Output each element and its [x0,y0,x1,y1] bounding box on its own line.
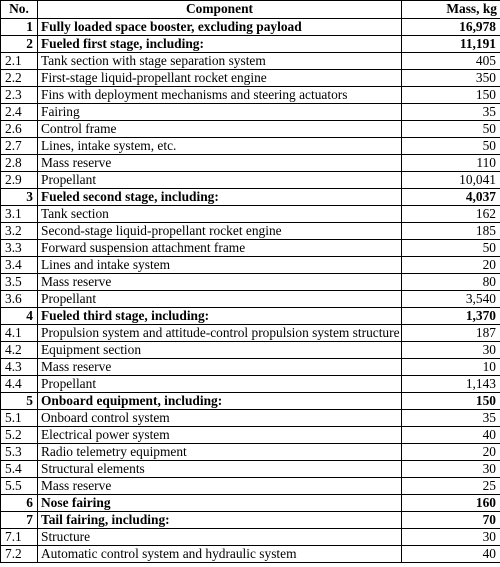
row-number: 3.5 [1,274,38,291]
table-row [1,478,500,495]
row-component: Propellant [38,291,402,308]
row-component: Mass reserve [38,155,402,172]
table-row [1,274,500,291]
row-number: 5.5 [1,478,38,495]
row-component: Fueled first stage, including: [38,36,402,53]
row-mass: 25 [402,478,500,495]
table-row [1,308,500,325]
table-row [1,461,500,478]
row-mass: 20 [402,257,500,274]
table-row [1,427,500,444]
row-component: Tail fairing, including: [38,512,402,529]
row-mass: 10,041 [402,172,500,189]
table-body [1,19,500,563]
row-component: Tank section [38,206,402,223]
row-mass: 50 [402,240,500,257]
table-row [1,359,500,376]
table-row [1,53,500,70]
row-component: Structure [38,529,402,546]
row-number: 3.3 [1,240,38,257]
table-row [1,376,500,393]
table-row [1,342,500,359]
row-component: Lines, intake system, etc. [38,138,402,155]
table-row [1,121,500,138]
row-mass: 162 [402,206,500,223]
table-row [1,495,500,512]
row-component: Radio telemetry equipment [38,444,402,461]
row-mass: 1,143 [402,376,500,393]
table-row [1,87,500,104]
row-number: 3.2 [1,223,38,240]
row-mass: 40 [402,427,500,444]
row-component: Nose fairing [38,495,402,512]
table-row [1,19,500,36]
row-component: Electrical power system [38,427,402,444]
table-row [1,546,500,563]
row-component: Onboard equipment, including: [38,393,402,410]
row-mass: 110 [402,155,500,172]
row-number: 3 [1,189,38,206]
row-component: Tank section with stage separation system [38,53,402,70]
row-number: 4.2 [1,342,38,359]
row-mass: 50 [402,121,500,138]
row-mass: 160 [402,495,500,512]
row-component: Mass reserve [38,478,402,495]
row-number: 7.2 [1,546,38,563]
row-number: 4.1 [1,325,38,342]
row-mass: 185 [402,223,500,240]
row-mass: 10 [402,359,500,376]
header-no: No. [1,1,38,19]
row-number: 2.8 [1,155,38,172]
row-component: Equipment section [38,342,402,359]
row-mass: 35 [402,410,500,427]
row-mass: 30 [402,342,500,359]
row-component: Fueled third stage, including: [38,308,402,325]
row-component: Lines and intake system [38,257,402,274]
row-component: Second-stage liquid-propellant rocket engine [38,223,402,240]
table-row [1,36,500,53]
row-mass: 80 [402,274,500,291]
row-mass: 20 [402,444,500,461]
row-number: 2.6 [1,121,38,138]
row-component: Propulsion system and attitude-control propulsion system structure [38,325,402,342]
row-mass: 16,978 [402,19,500,36]
row-number: 5.4 [1,461,38,478]
row-mass: 30 [402,461,500,478]
row-number: 4.3 [1,359,38,376]
row-number: 7.1 [1,529,38,546]
row-mass: 35 [402,104,500,121]
row-number: 2.3 [1,87,38,104]
table-row [1,512,500,529]
row-number: 3.6 [1,291,38,308]
table-row [1,410,500,427]
row-number: 5.2 [1,427,38,444]
table-row [1,138,500,155]
row-component: Fins with deployment mechanisms and steering actuators [38,87,402,104]
row-number: 7 [1,512,38,529]
row-component: Mass reserve [38,274,402,291]
row-number: 4 [1,308,38,325]
row-number: 4.4 [1,376,38,393]
row-component: Forward suspension attachment frame [38,240,402,257]
table-row [1,206,500,223]
row-number: 6 [1,495,38,512]
row-mass: 187 [402,325,500,342]
row-mass: 350 [402,70,500,87]
row-component: Onboard control system [38,410,402,427]
row-mass: 40 [402,546,500,563]
table-row [1,529,500,546]
row-component: Propellant [38,172,402,189]
table-row [1,70,500,87]
row-mass: 50 [402,138,500,155]
table-row [1,189,500,206]
row-component: Fueled second stage, including: [38,189,402,206]
table-row [1,172,500,189]
row-number: 2.2 [1,70,38,87]
row-number: 2.4 [1,104,38,121]
table-row [1,240,500,257]
header-row [1,1,500,19]
row-number: 5.1 [1,410,38,427]
row-component: First-stage liquid-propellant rocket engine [38,70,402,87]
row-component: Fairing [38,104,402,121]
row-component: Control frame [38,121,402,138]
row-mass: 150 [402,87,500,104]
row-mass: 4,037 [402,189,500,206]
row-component: Propellant [38,376,402,393]
table-row [1,325,500,342]
table-row [1,444,500,461]
row-mass: 3,540 [402,291,500,308]
table-row [1,393,500,410]
row-mass: 150 [402,393,500,410]
table-row [1,291,500,308]
row-component: Structural elements [38,461,402,478]
row-mass: 70 [402,512,500,529]
table-row [1,257,500,274]
row-number: 3.1 [1,206,38,223]
table-row [1,104,500,121]
table-row [1,223,500,240]
row-number: 2.7 [1,138,38,155]
header-mass: Mass, kg [402,1,500,19]
row-number: 2 [1,36,38,53]
row-number: 5.3 [1,444,38,461]
row-component: Mass reserve [38,359,402,376]
row-mass: 11,191 [402,36,500,53]
row-mass: 1,370 [402,308,500,325]
row-mass: 30 [402,529,500,546]
header-component: Component [38,1,402,19]
row-mass: 405 [402,53,500,70]
row-number: 5 [1,393,38,410]
row-number: 2.1 [1,53,38,70]
table-row [1,155,500,172]
row-number: 1 [1,19,38,36]
row-number: 3.4 [1,257,38,274]
row-number: 2.9 [1,172,38,189]
row-component: Fully loaded space booster, excluding payload [38,19,402,36]
table-header [1,1,500,19]
row-component: Automatic control system and hydraulic system [38,546,402,563]
